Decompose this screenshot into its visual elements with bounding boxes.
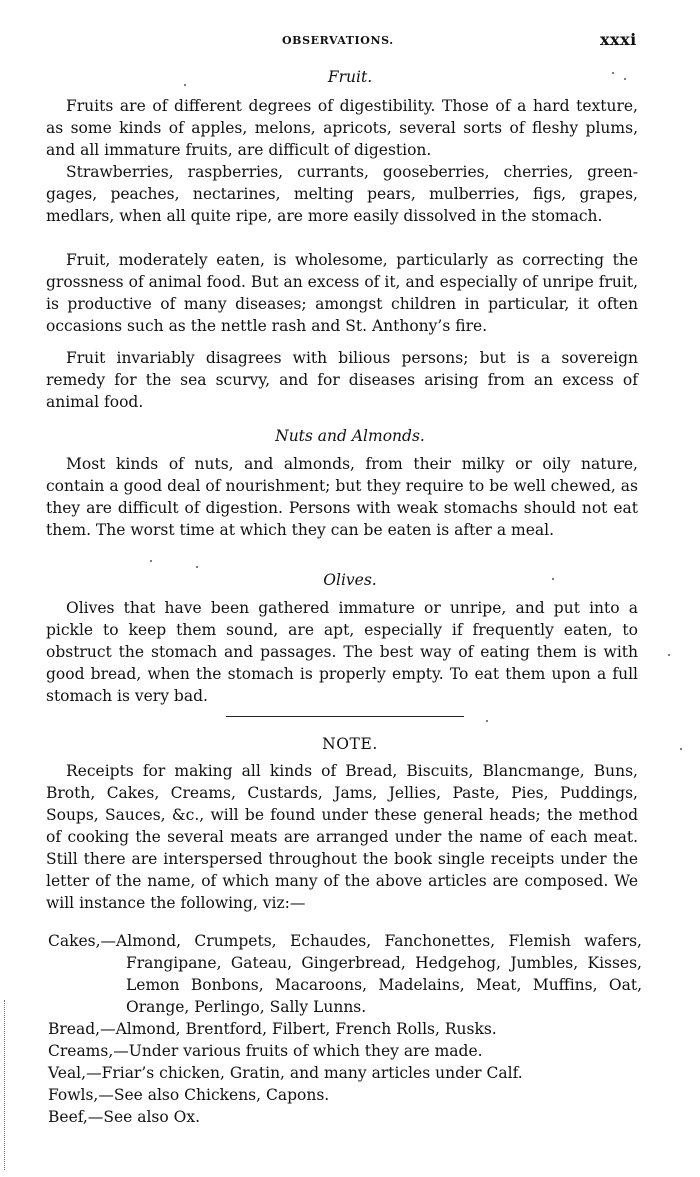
olives-heading: Olives. bbox=[323, 571, 377, 589]
running-title: OBSERVATIONS. bbox=[282, 34, 394, 47]
margin-scan-mark bbox=[4, 1000, 10, 1170]
olives-paragraph-1: Olives that have been gathered immature or unripe, and put into a pickle to keep them sound, are apt, especially if frequently eaten, to obstruct the stomach and passages. The best way of eating them is with good bread, when the stomach is properly empty. To eat them upon a full stomach is very bad. bbox=[46, 599, 638, 705]
fruit-paragraph-2: Strawberries, raspberries, currants, gooseberries, cherries, green-gages, peaches, nectarines, melting pears, mulberries, figs, grapes, medlars, when all quite ripe, are more easily dissolved in the stomach. bbox=[46, 163, 638, 225]
scan-speck bbox=[184, 84, 186, 86]
running-head bbox=[0, 30, 700, 52]
fruit-paragraph-3: Fruit, moderately eaten, is wholesome, particularly as correcting the grossness of animal food. But an excess of it, and especially of unripe fruit, is productive of many diseases; amongst children in particular, it often occasions such as the nettle rash and St. Anthony’s fire. bbox=[46, 251, 638, 335]
page-number: xxxi bbox=[600, 30, 637, 49]
note-entry-cakes: Cakes,—Almond, Crumpets, Echaudes, Fanchonettes, Flemish wafers, Frangipane, Gateau, Gingerbread, Hedgehog, Jumbles, Kisses, Lemon Bonbons, Macaroons, Madelains, Meat, Muffins, Oat, Orange, Perlingo, Sally Lunns. bbox=[48, 932, 642, 1016]
note-entry-creams: Creams,—Under various fruits of which they are made. bbox=[48, 1042, 483, 1060]
scan-speck bbox=[668, 654, 670, 656]
scan-speck bbox=[612, 72, 614, 74]
nuts-paragraph-1: Most kinds of nuts, and almonds, from their milky or oily nature, contain a good deal of nourishment; but they require to be well chewed, as they are difficult of digestion. Persons with weak stomachs should not eat them. The worst time at which they can be eaten is after a meal. bbox=[46, 455, 638, 539]
section-divider-rule bbox=[226, 716, 464, 717]
note-entry-veal: Veal,—Friar’s chicken, Gratin, and many articles under Calf. bbox=[48, 1064, 523, 1082]
fruit-paragraph-1: Fruits are of different degrees of digestibility. Those of a hard texture, as some kinds of apples, melons, apricots, several sorts of fleshy plums, and all immature fruits, are difficult of digestion. bbox=[46, 97, 638, 159]
fruit-paragraph-4: Fruit invariably disagrees with bilious persons; but is a sovereign remedy for the sea scurvy, and for diseases arising from an excess of animal food. bbox=[46, 349, 638, 411]
fruit-heading: Fruit. bbox=[327, 68, 373, 86]
scan-speck bbox=[624, 78, 626, 80]
note-entry-beef: Beef,—See also Ox. bbox=[48, 1108, 201, 1126]
note-intro: Receipts for making all kinds of Bread, Biscuits, Blancmange, Buns, Broth, Cakes, Creams, Custards, Jams, Jellies, Paste, Pies, Puddings, Soups, Sauces, &c., will be found under these general heads; the method of cooking the several meats are arranged under the name of each meat. Still there are interspersed throughout the book single receipts under the letter of the name, of which many of the above articles are composed. We will instance the following, viz:— bbox=[46, 762, 638, 912]
note-entry-bread: Bread,—Almond, Brentford, Filbert, French Rolls, Rusks. bbox=[48, 1020, 497, 1038]
nuts-heading: Nuts and Almonds. bbox=[275, 427, 425, 445]
note-heading: NOTE. bbox=[322, 735, 378, 753]
note-entry-fowls: Fowls,—See also Chickens, Capons. bbox=[48, 1086, 330, 1104]
scan-speck bbox=[196, 566, 198, 568]
scan-speck bbox=[552, 578, 554, 580]
scan-speck bbox=[680, 748, 682, 750]
scan-speck bbox=[150, 560, 152, 562]
scan-speck bbox=[486, 720, 488, 722]
